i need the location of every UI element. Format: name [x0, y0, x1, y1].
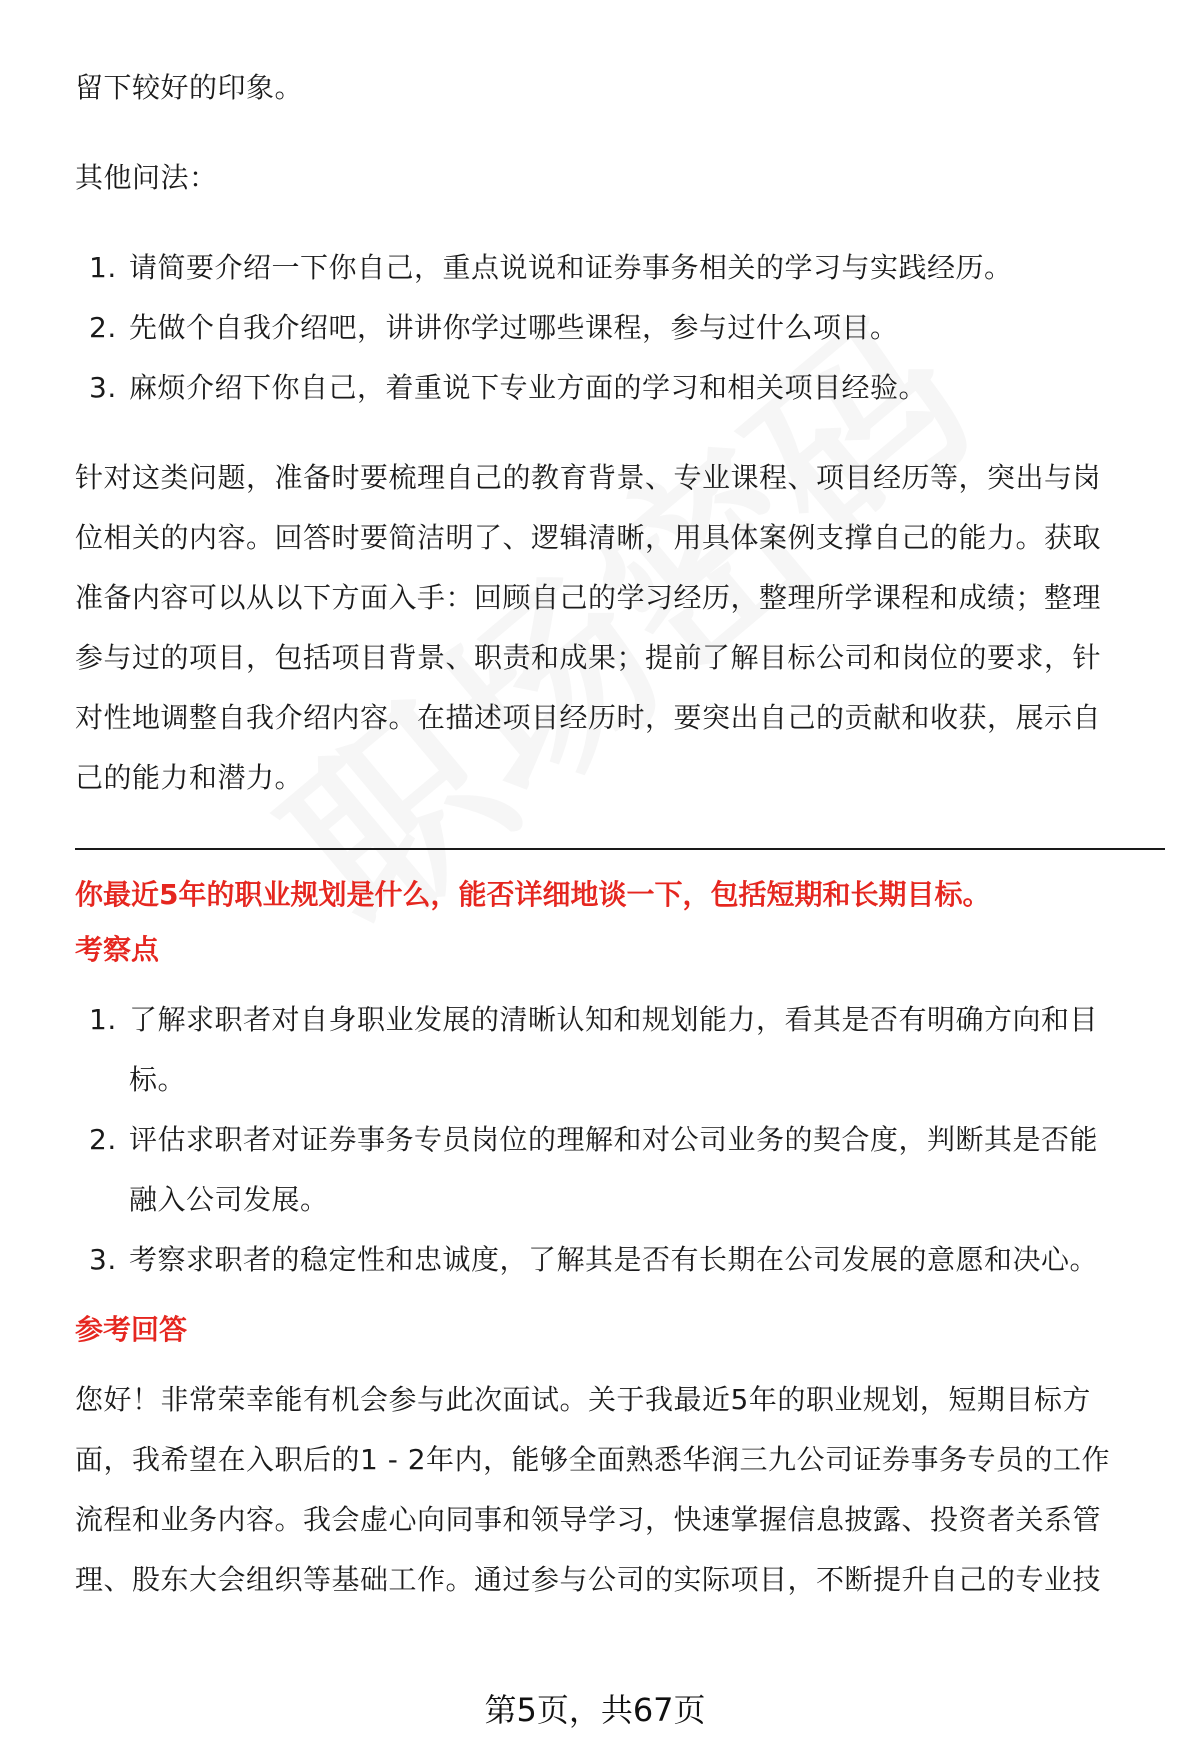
closing-line: 留下较好的印象。	[75, 71, 304, 104]
list-item: 2. 先做个自我介绍吧，讲讲你学过哪些课程，参与过什么项目。	[89, 311, 899, 344]
document-page	[75, 0, 1165, 1610]
answer-line: 您好！非常荣幸能有机会参与此次面试。关于我最近5年的职业规划，短期目标方	[75, 1383, 1091, 1416]
advice-line: 己的能力和潜力。	[75, 761, 304, 794]
list-item-text: 标。	[129, 1063, 187, 1096]
list-item: 1. 请简要介绍一下你自己，重点说说和证券事务相关的学习与实践经历。	[89, 251, 1013, 284]
list-item-text: 请简要介绍一下你自己，重点说说和证券事务相关的学习与实践经历。	[129, 251, 1013, 284]
answer-line: 流程和业务内容。我会虚心向同事和领导学习，快速掌握信息披露、投资者关系管	[75, 1503, 1102, 1536]
answer-line: 面，我希望在入职后的1 - 2年内，能够全面熟悉华润三九公司证券事务专员的工作	[75, 1443, 1111, 1476]
advice-line: 位相关的内容。回答时要简洁明了、逻辑清晰，用具体案例支撑自己的能力。获取	[75, 521, 1102, 554]
focus-points-list	[75, 990, 1165, 1290]
advice-line: 对性地调整自我介绍内容。在描述项目经历时，要突出自己的贡献和收获，展示自	[75, 701, 1102, 734]
list-item: 1. 了解求职者对自身职业发展的清晰认知和规划能力，看其是否有明确方向和目 标。	[89, 1003, 1099, 1096]
advice-paragraph	[75, 448, 1165, 808]
page-number: 第5页，共67页	[484, 1691, 706, 1729]
list-item-text: 先做个自我介绍吧，讲讲你学过哪些课程，参与过什么项目。	[129, 311, 899, 344]
advice-line: 准备内容可以从以下方面入手：回顾自己的学习经历，整理所学课程和成绩；整理	[75, 581, 1102, 614]
list-item-text: 麻烦介绍下你自己，着重说下专业方面的学习和相关项目经验。	[129, 371, 928, 404]
section-divider	[75, 848, 1165, 850]
list-item: 2. 评估求职者对证券事务专员岗位的理解和对公司业务的契合度，判断其是否能 融入公司发展。	[89, 1123, 1099, 1216]
list-item-text: 考察求职者的稳定性和忠诚度，了解其是否有长期在公司发展的意愿和决心。	[129, 1243, 1099, 1276]
advice-line: 参与过的项目，包括项目背景、职责和成果；提前了解目标公司和岗位的要求，针	[75, 641, 1102, 674]
other-asks-list	[75, 238, 1165, 418]
answer-paragraph	[75, 1370, 1165, 1610]
other-asks-label: 其他问法：	[75, 161, 218, 194]
list-item-text: 评估求职者对证券事务专员岗位的理解和对公司业务的契合度，判断其是否能	[129, 1123, 1099, 1156]
focus-label: 考察点	[75, 933, 160, 966]
answer-line: 理、股东大会组织等基础工作。通过参与公司的实际项目，不断提升自己的专业技	[75, 1563, 1102, 1596]
question-title: 你最近5年的职业规划是什么，能否详细地谈一下，包括短期和长期目标。	[75, 878, 991, 911]
list-item-text: 了解求职者对自身职业发展的清晰认知和规划能力，看其是否有明确方向和目	[129, 1003, 1099, 1036]
answer-label: 参考回答	[75, 1313, 188, 1346]
list-item: 3. 考察求职者的稳定性和忠诚度，了解其是否有长期在公司发展的意愿和决心。	[89, 1243, 1099, 1276]
list-item-text: 融入公司发展。	[129, 1183, 329, 1216]
list-item: 3. 麻烦介绍下你自己，着重说下专业方面的学习和相关项目经验。	[89, 371, 928, 404]
advice-line: 针对这类问题，准备时要梳理自己的教育背景、专业课程、项目经历等，突出与岗	[75, 461, 1102, 494]
